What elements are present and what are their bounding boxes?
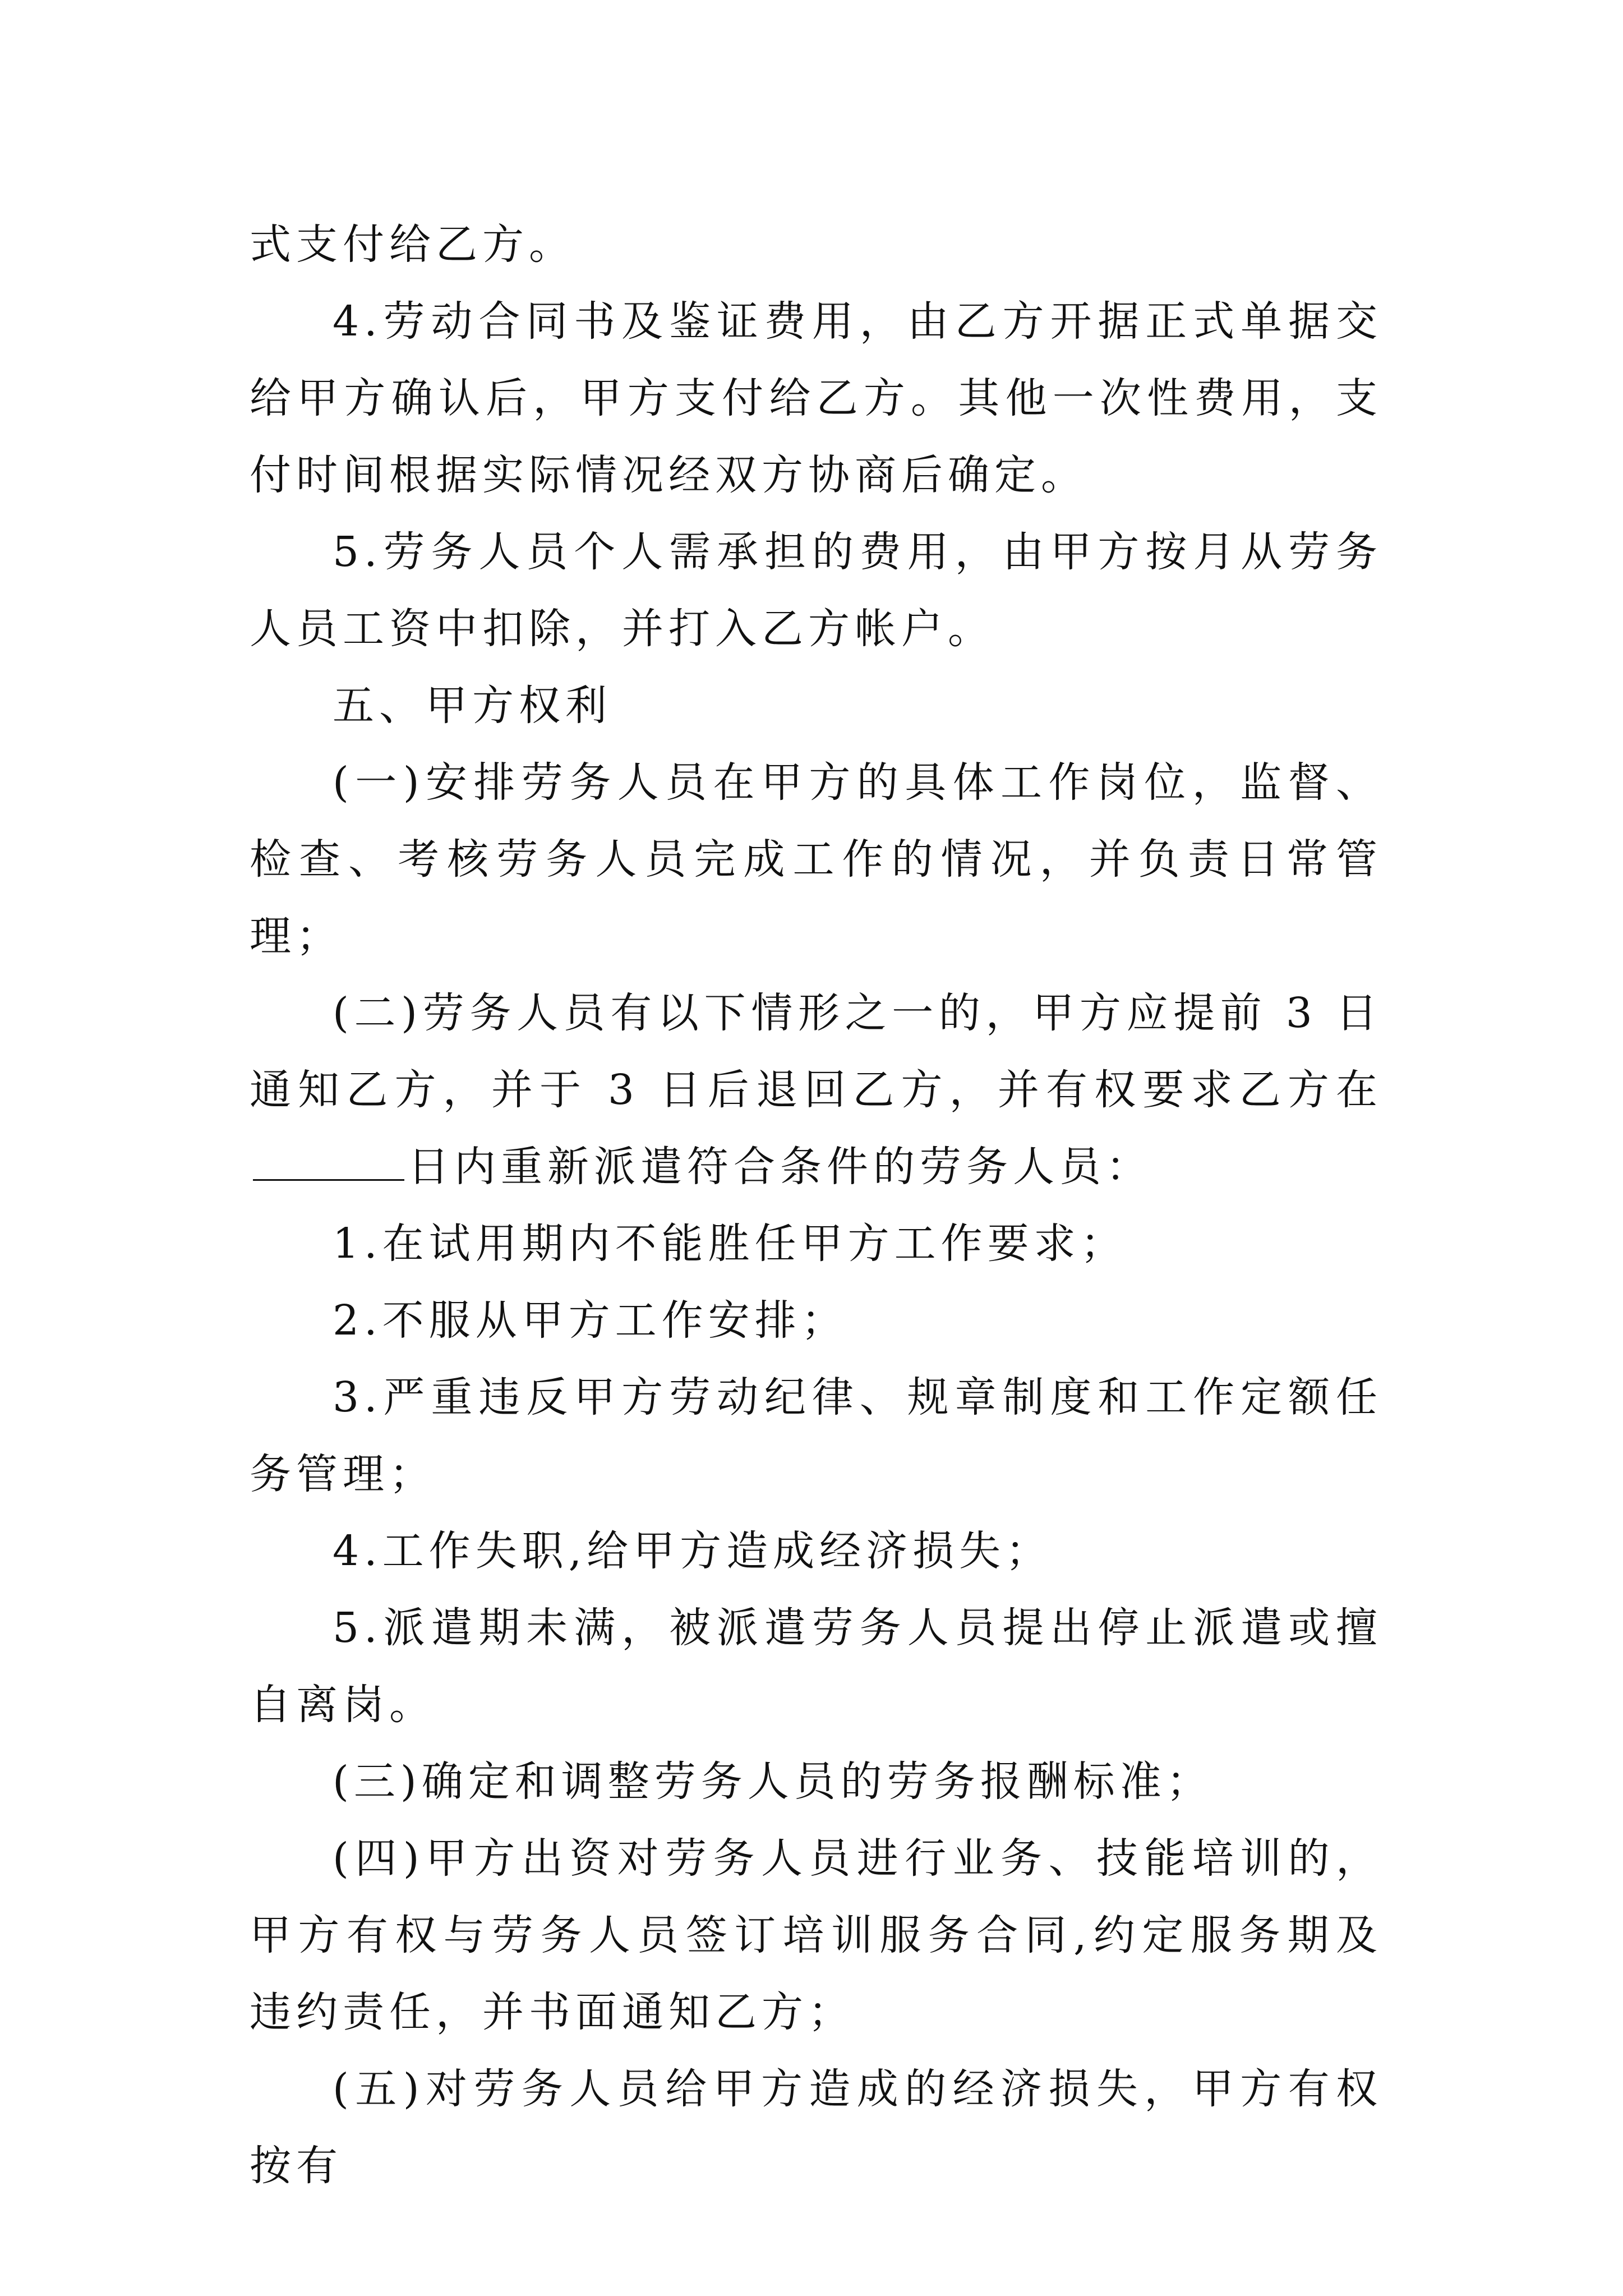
section-heading-party-a-rights: 五、甲方权利 bbox=[333, 682, 612, 730]
paragraph-right-3: (三)确定和调整劳务人员的劳务报酬标准； bbox=[333, 1757, 1213, 1806]
paragraph-right-1: (一)安排劳务人员在甲方的具体工作岗位，监督、检查、考核劳务人员完成工作的情况，并负责日常管理； bbox=[250, 758, 1382, 960]
list-item-disobey: 2.不服从甲方工作安排； bbox=[333, 1296, 848, 1345]
list-item-negligence: 4.工作失职,给甲方造成经济损失； bbox=[333, 1527, 1053, 1575]
list-item-probation: 1.在试用期内不能胜任甲方工作要求； bbox=[333, 1220, 1127, 1268]
paragraph-right-4: (四)甲方出资对劳务人员进行业务、技能培训的，甲方有权与劳务人员签订培训服务合同,约定服务期及违约责任，并书面通知乙方； bbox=[250, 1834, 1382, 2036]
paragraph-right-5: (五)对劳务人员给甲方造成的经济损失，甲方有权按有 bbox=[250, 2065, 1382, 2190]
fill-in-blank bbox=[253, 1137, 404, 1181]
right-2-text-before-blank: (二)劳务人员有以下情形之一的，甲方应提前 3 日通知乙方，并于 3 日后退回乙方，并有权要求乙方在 bbox=[250, 989, 1382, 1114]
right-2-text-after-blank: 日内重新派遣符合条件的劳务人员： bbox=[408, 1143, 1152, 1191]
list-item-violation: 3.严重违反甲方劳动纪律、规章制度和工作定额任务管理； bbox=[250, 1373, 1382, 1498]
paragraph-payment-continuation: 式支付给乙方。 bbox=[250, 220, 575, 269]
paragraph-item-4-contract-fees: 4.劳动合同书及鉴证费用，由乙方开据正式单据交给甲方确认后，甲方支付给乙方。其他一次性费用，支付时间根据实际情况经双方协商后确定。 bbox=[250, 297, 1382, 499]
list-item-leave-post: 5.派遣期未满，被派遣劳务人员提出停止派遣或擅自离岗。 bbox=[250, 1604, 1382, 1729]
document-body bbox=[250, 206, 1382, 2205]
paragraph-right-2 bbox=[250, 975, 1382, 1205]
paragraph-item-5-personal-fees: 5.劳务人员个人需承担的费用，由甲方按月从劳务人员工资中扣除，并打入乙方帐户。 bbox=[250, 528, 1382, 653]
